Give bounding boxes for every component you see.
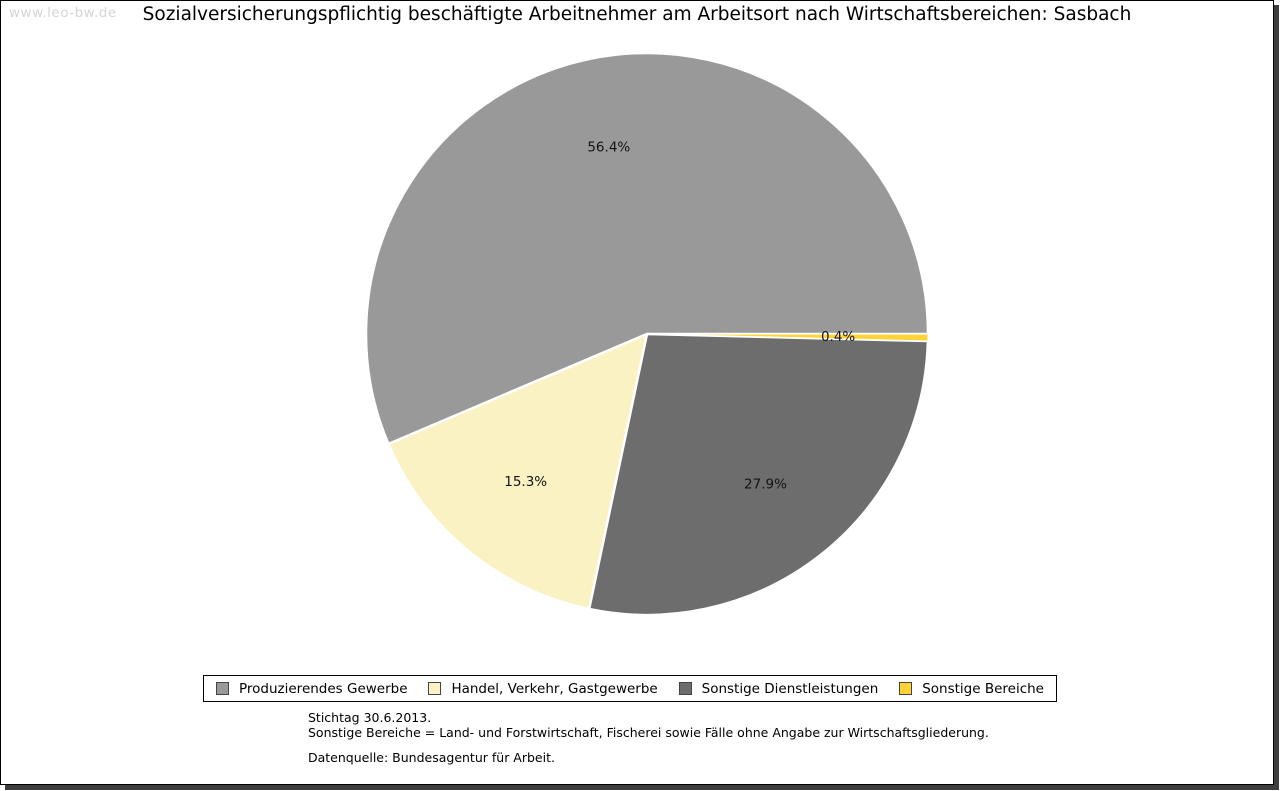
legend-item-1 bbox=[216, 681, 408, 697]
footnote-source: Datenquelle: Bundesagentur für Arbeit. bbox=[308, 750, 555, 765]
pie-slice-label-2: 15.3% bbox=[504, 474, 548, 491]
pie-slice-label-4: 0.4% bbox=[820, 328, 856, 345]
chart-title: Sozialversicherungspflichtig beschäftigte Arbeitnehmer am Arbeitsort nach Wirtschaftsbereichen: Sasbach bbox=[142, 4, 1132, 25]
legend-swatch-icon bbox=[428, 682, 441, 695]
legend-item-label: Handel, Verkehr, Gastgewerbe bbox=[451, 680, 658, 697]
footnote-stichtag: Stichtag 30.6.2013. bbox=[308, 710, 432, 725]
legend-swatch-icon bbox=[216, 682, 229, 695]
legend-item-label: Sonstige Bereiche bbox=[922, 680, 1044, 697]
legend-item-2 bbox=[428, 681, 657, 697]
footnote-definition: Sonstige Bereiche = Land- und Forstwirtschaft, Fischerei sowie Fälle ohne Angabe zur Wirtschaftsgliederung. bbox=[308, 724, 989, 740]
legend bbox=[203, 675, 1057, 702]
legend-item-3 bbox=[679, 681, 879, 697]
pie-slice-label-1: 56.4% bbox=[587, 139, 631, 156]
legend-item-4 bbox=[899, 681, 1044, 697]
legend-swatch-icon bbox=[899, 682, 912, 695]
legend-item-label: Produzierendes Gewerbe bbox=[239, 680, 408, 697]
legend-swatch-icon bbox=[679, 682, 692, 695]
pie-chart bbox=[1, 1, 1280, 661]
legend-item-label: Sonstige Dienstleistungen bbox=[701, 680, 879, 697]
pie-slice-3 bbox=[589, 334, 928, 615]
watermark: www.leo-bw.de bbox=[9, 5, 117, 21]
pie-slice-label-3: 27.9% bbox=[744, 476, 787, 493]
footnotes bbox=[308, 711, 989, 766]
